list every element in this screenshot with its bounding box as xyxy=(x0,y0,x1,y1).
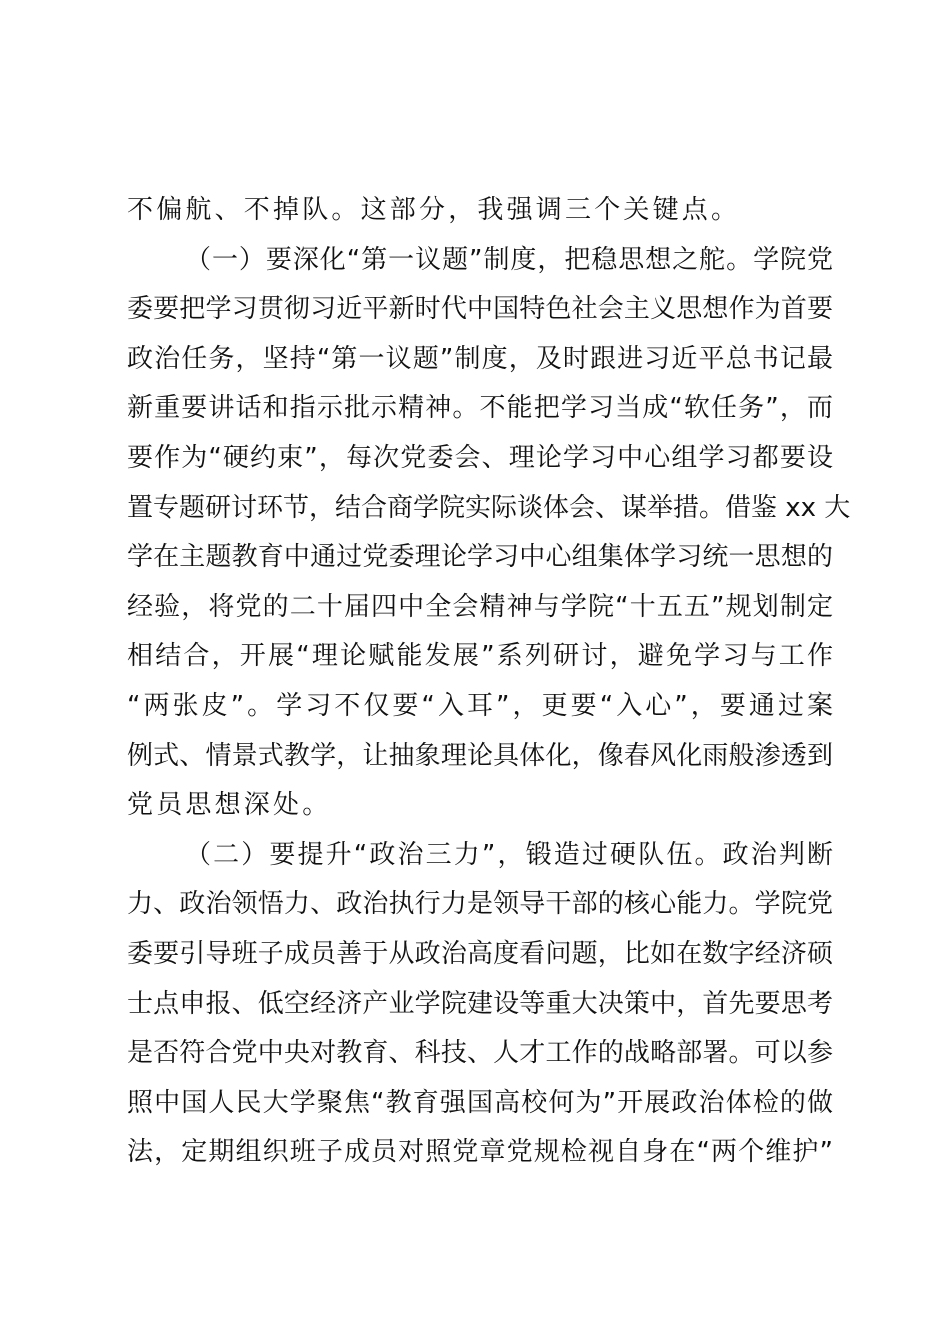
paragraph-line: 照中国人民大学聚焦“教育强国高校何为”开展政治体检的做 xyxy=(127,1087,833,1118)
paragraph-line: 经验，将党的二十届四中全会精神与学院“十五五”规划制定 xyxy=(127,591,833,622)
paragraph-line: 政治任务，坚持“第一议题”制度，及时跟进习近平总书记最 xyxy=(127,343,833,374)
section-heading-line: （一）要深化“第一议题”制度，把稳思想之舵。学院党 xyxy=(185,244,833,275)
paragraph-line: 委要把学习贯彻习近平新时代中国特色社会主义思想作为首要 xyxy=(127,294,833,325)
paragraph-line: 法，定期组织班子成员对照党章党规检视自身在“两个维护” xyxy=(127,1137,833,1168)
paragraph-line: 要作为“硬约束”，每次党委会、理论学习中心组学习都要设 xyxy=(127,442,833,473)
paragraph-line: 学在主题教育中通过党委理论学习中心组集体学习统一思想的 xyxy=(127,542,833,573)
paragraph-line: 新重要讲话和指示批示精神。不能把学习当成“软任务”，而 xyxy=(127,393,833,424)
paragraph-line: 委要引导班子成员善于从政治高度看问题，比如在数字经济硕 xyxy=(127,938,833,969)
body-text xyxy=(127,186,851,1178)
paragraph-line: “两张皮”。学习不仅要“入耳”，更要“入心”，要通过案 xyxy=(127,690,833,721)
paragraph-line: 士点申报、低空经济产业学院建设等重大决策中，首先要思考 xyxy=(127,988,833,1019)
paragraph-line: 不偏航、不掉队。这部分，我强调三个关键点。 xyxy=(127,195,741,225)
paragraph-line: 例式、情景式教学，让抽象理论具体化，像春风化雨般渗透到 xyxy=(127,740,833,771)
paragraph-line: 是否符合党中央对教育、科技、人才工作的战略部署。可以参 xyxy=(127,1038,833,1069)
paragraph-line: 相结合，开展“理论赋能发展”系列研讨，避免学习与工作 xyxy=(127,641,833,672)
paragraph-line: 力、政治领悟力、政治执行力是领导干部的核心能力。学院党 xyxy=(127,889,833,920)
paragraph-line: 置专题研讨环节，结合商学院实际谈体会、谋举措。借鉴 xx 大 xyxy=(127,492,851,523)
paragraph-line: 党员思想深处。 xyxy=(127,790,332,821)
section-heading-line: （二）要提升“政治三力”，锻造过硬队伍。政治判断 xyxy=(185,839,833,870)
